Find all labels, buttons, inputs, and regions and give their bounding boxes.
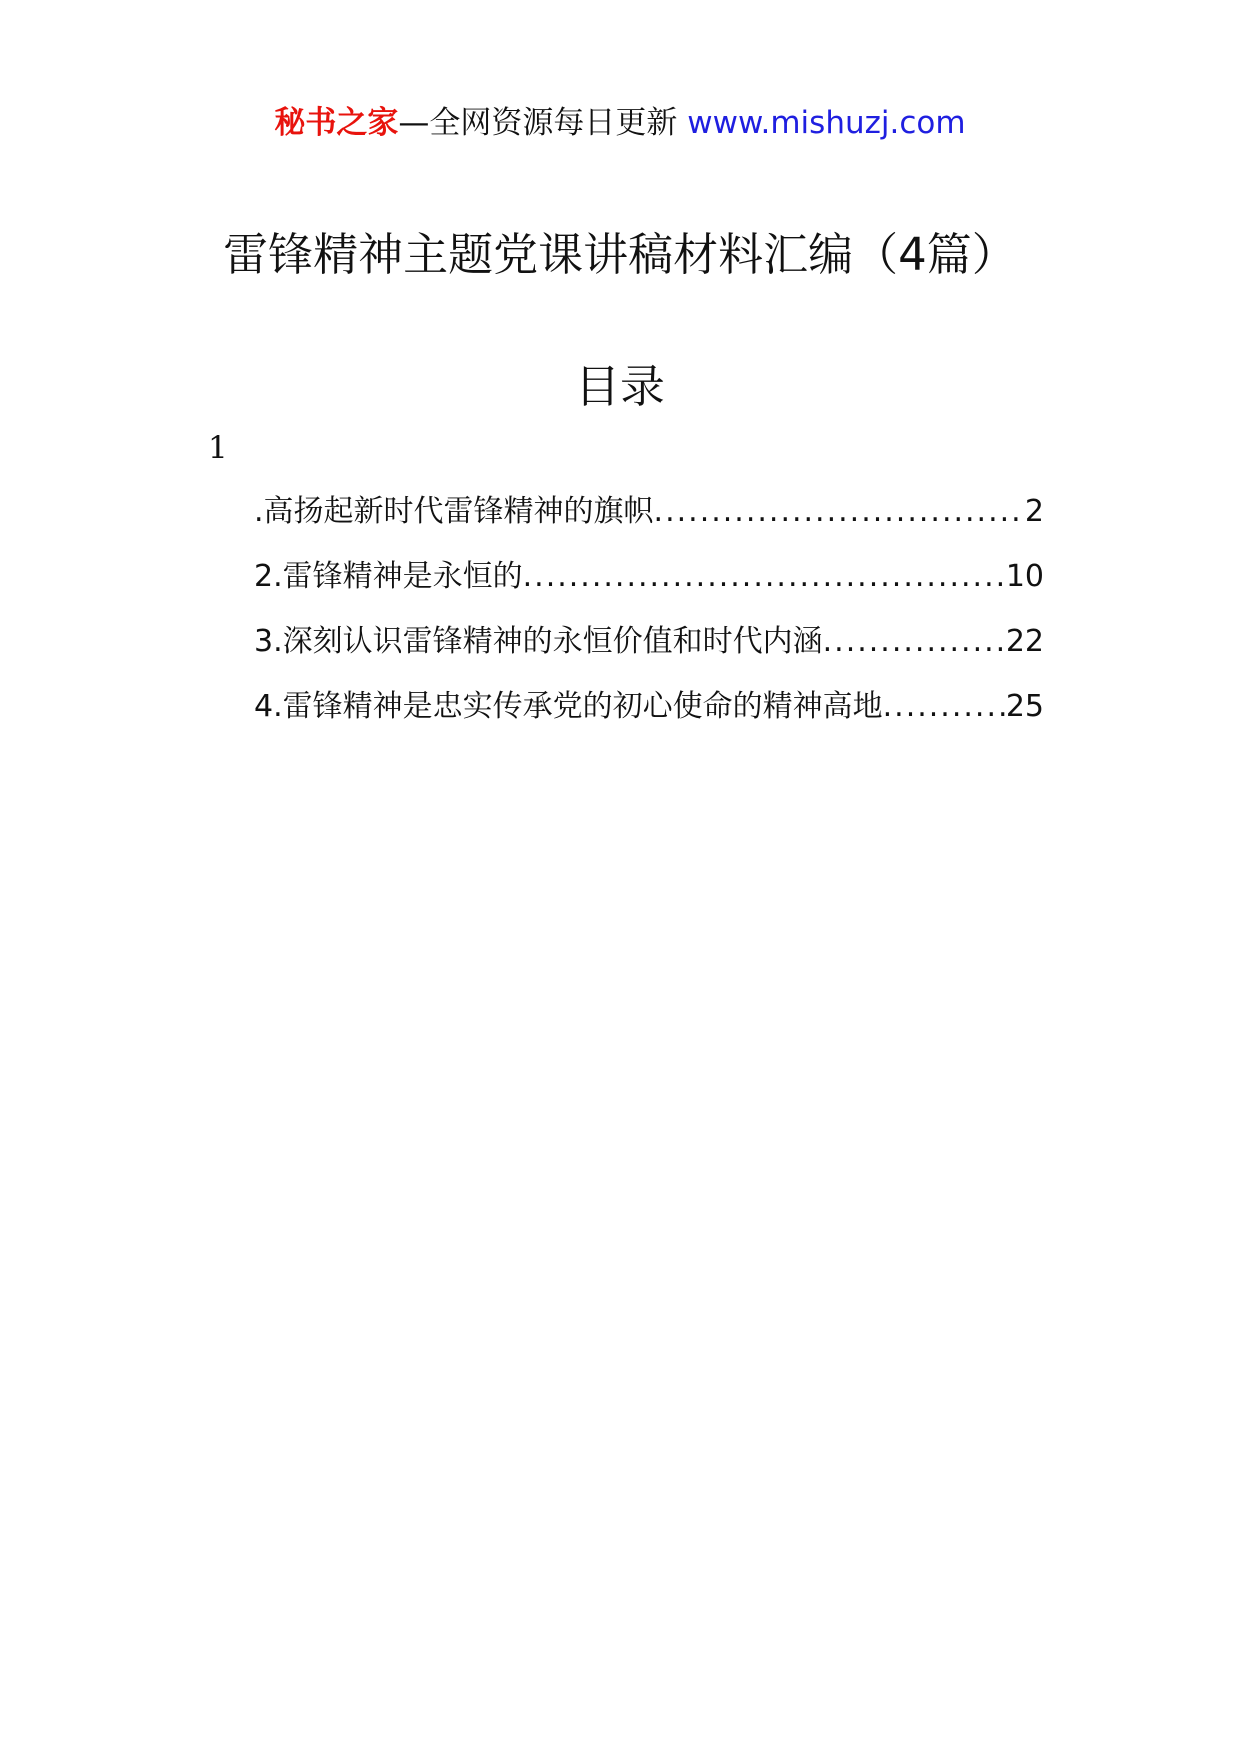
toc-entry-page: 25 bbox=[1005, 689, 1044, 724]
toc-entry-page: 2 bbox=[1024, 494, 1044, 529]
toc-leader-dots bbox=[883, 685, 1006, 729]
header-slogan: —全网资源每日更新 bbox=[398, 105, 688, 141]
site-header bbox=[0, 100, 1240, 146]
toc-entry-1[interactable] bbox=[254, 490, 1044, 555]
toc-entry-title: 2.雷锋精神是永恒的 bbox=[254, 559, 523, 594]
toc-entry-title: 4.雷锋精神是忠实传承党的初心使命的精神高地 bbox=[254, 689, 883, 724]
toc-heading: 目录 bbox=[574, 360, 665, 413]
toc-entry-3[interactable] bbox=[254, 620, 1044, 685]
toc-entry-page: 10 bbox=[1005, 559, 1044, 594]
site-url-link[interactable]: www.mishuzj.com bbox=[687, 105, 966, 141]
toc-entry-4[interactable] bbox=[254, 685, 1044, 750]
document-title: 雷锋精神主题党课讲稿材料汇编（4篇） bbox=[223, 228, 1017, 281]
toc-entry-2[interactable] bbox=[254, 555, 1044, 620]
toc-entry-page: 22 bbox=[1005, 624, 1044, 659]
toc-leader-dots bbox=[823, 620, 1006, 664]
brand-name: 秘书之家 bbox=[274, 105, 399, 141]
toc-leader-dots bbox=[523, 555, 1006, 599]
toc-entry-title: .高扬起新时代雷锋精神的旗帜 bbox=[254, 494, 654, 529]
table-of-contents bbox=[254, 490, 1044, 750]
page-number-marker: 1 bbox=[208, 430, 228, 466]
toc-leader-dots bbox=[654, 490, 1025, 534]
toc-entry-title: 3.深刻认识雷锋精神的永恒价值和时代内涵 bbox=[254, 624, 823, 659]
